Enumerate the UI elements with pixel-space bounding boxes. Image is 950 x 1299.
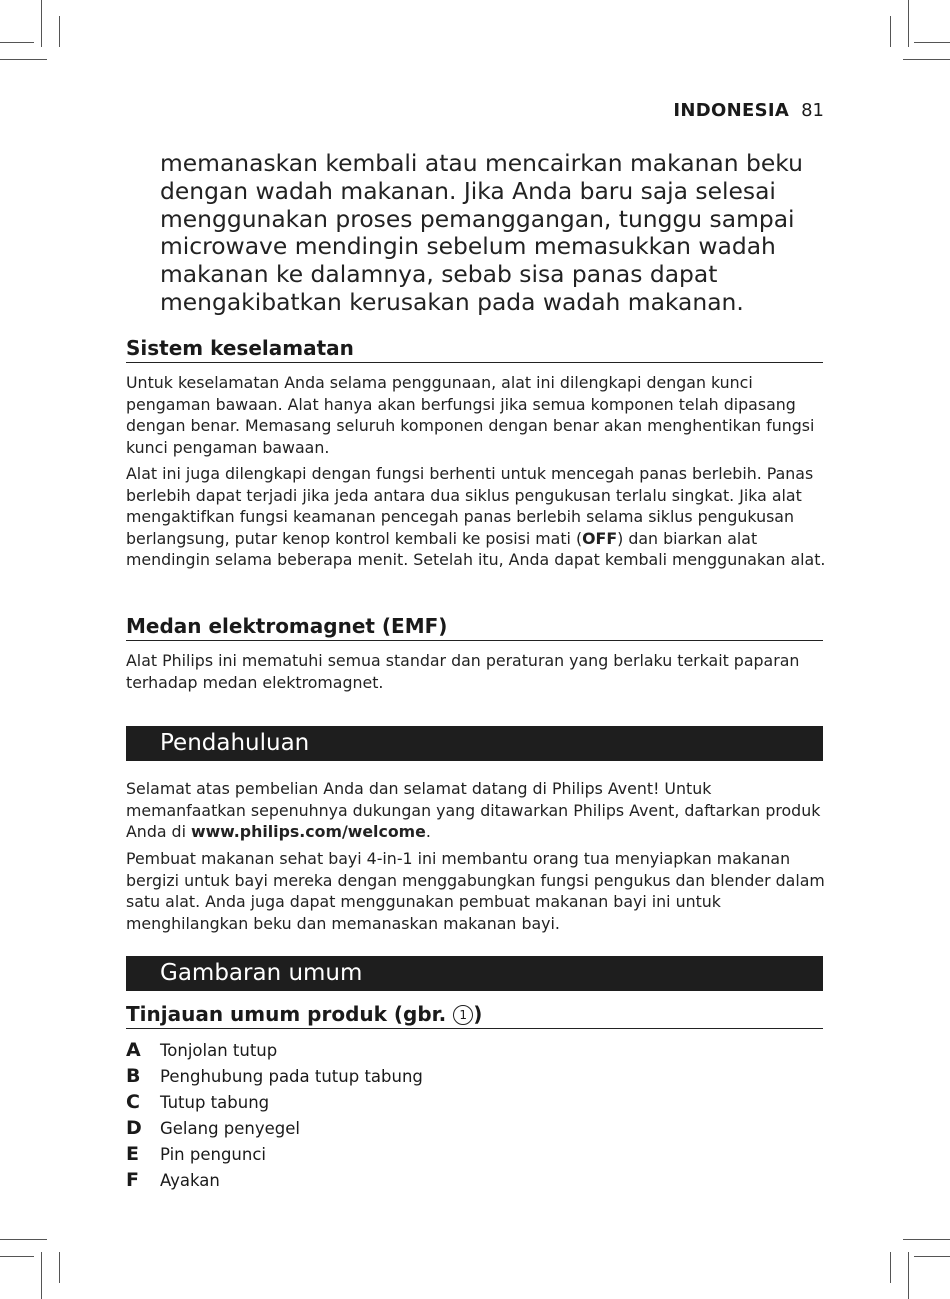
crop-mark <box>0 42 34 43</box>
crop-mark <box>914 1256 950 1257</box>
chapter-bar-overview: Gambaran umum <box>126 956 823 991</box>
crop-mark <box>41 1252 42 1299</box>
crop-mark <box>914 42 950 43</box>
part-letter: D <box>126 1117 142 1139</box>
chapter-bar-introduction: Pendahuluan <box>126 726 823 761</box>
figure-number-badge: 1 <box>453 1005 473 1025</box>
list-item <box>126 1141 423 1167</box>
part-letter: A <box>126 1039 141 1061</box>
introduction-paragraph-2: Pembuat makanan sehat bayi 4-in-1 ini membantu orang tua menyiapkan makanan bergizi untuk bayi mereka dengan menggabungkan fungsi pengukus dan blender dalam satu alat. Anda juga dapat menggunakan pembuat makanan bayi ini untuk menghilangkan beku dan memanaskan makanan bayi. <box>126 849 825 933</box>
part-letter: B <box>126 1065 141 1087</box>
crop-mark <box>890 1252 891 1283</box>
running-header <box>673 100 824 121</box>
section-heading-emf: Medan elektromagnet (EMF) <box>126 614 823 641</box>
crop-mark <box>0 1256 34 1257</box>
part-label: Gelang penyegel <box>160 1118 301 1138</box>
crop-mark <box>908 0 909 47</box>
introduction-paragraph-1: Selamat atas pembelian Anda dan selamat datang di Philips Avent! Untuk memanfaatkan sepenuhnya dukungan yang ditawarkan Philips Avent, daftarkan produk Anda di www.philips.com/welcome. <box>126 779 821 841</box>
crop-mark <box>59 16 60 47</box>
page-number: 81 <box>801 100 824 121</box>
part-letter: E <box>126 1143 139 1165</box>
crop-mark <box>908 1252 909 1299</box>
safety-paragraph-2: Alat ini juga dilengkapi dengan fungsi berhenti untuk mencegah panas berlebih. Panas berlebih dapat terjadi jika jeda antara dua siklus pengukusan terlalu singkat. Jika alat mengaktifkan fungsi keamanan pencegah panas berlebih selama siklus pengukusan berlangsung, putar kenop kontrol kembali ke posisi mati (OFF) dan biarkan alat mendingin selama beberapa menit. Setelah itu, Anda dapat kembali menggunakan alat. <box>126 464 826 569</box>
part-letter: C <box>126 1091 140 1113</box>
crop-mark <box>903 1239 950 1240</box>
crop-mark <box>0 1239 47 1240</box>
list-item <box>126 1037 423 1063</box>
list-item <box>126 1167 423 1193</box>
website-link: www.philips.com/welcome <box>191 822 426 841</box>
crop-mark <box>59 1252 60 1283</box>
part-label: Penghubung pada tutup tabung <box>160 1066 423 1086</box>
part-label: Pin pengunci <box>160 1144 267 1164</box>
part-label: Ayakan <box>160 1170 220 1190</box>
parts-list <box>126 1037 423 1193</box>
crop-mark <box>41 0 42 47</box>
crop-mark <box>0 59 47 60</box>
section-heading-safety: Sistem keselamatan <box>126 336 823 363</box>
section-heading-product-overview: Tinjauan umum produk (gbr. 1 ) <box>126 1002 823 1029</box>
part-letter: F <box>126 1169 139 1191</box>
off-label: OFF <box>582 528 618 548</box>
continued-paragraph: memanaskan kembali atau mencairkan makanan beku dengan wadah makanan. Jika Anda baru saja selesai menggunakan proses pemanggangan, tunggu sampai microwave mendingin sebelum memasukkan wadah makanan ke dalamnya, sebab sisa panas dapat mengakibatkan kerusakan pada wadah makanan. <box>160 149 803 316</box>
part-label: Tutup tabung <box>160 1092 270 1112</box>
crop-mark <box>890 16 891 47</box>
crop-mark <box>903 59 950 60</box>
emf-paragraph: Alat Philips ini mematuhi semua standar dan peraturan yang berlaku terkait paparan terhadap medan elektromagnet. <box>126 651 800 692</box>
list-item <box>126 1089 423 1115</box>
header-language: INDONESIA <box>673 100 790 121</box>
list-item <box>126 1063 423 1089</box>
safety-paragraph-1: Untuk keselamatan Anda selama penggunaan, alat ini dilengkapi dengan kunci pengaman bawaan. Alat hanya akan berfungsi jika semua komponen telah dipasang dengan benar. Memasang seluruh komponen dengan benar akan menghentikan fungsi kunci pengaman bawaan. <box>126 373 815 457</box>
part-label: Tonjolan tutup <box>160 1040 278 1060</box>
list-item <box>126 1115 423 1141</box>
